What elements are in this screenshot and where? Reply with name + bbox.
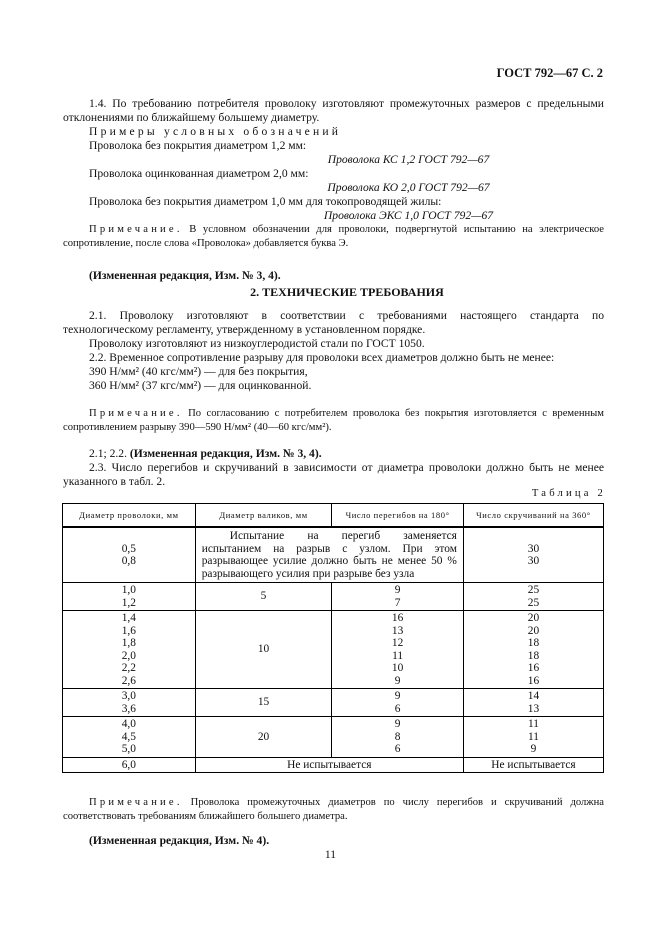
table-row: [63, 611, 604, 689]
amendment-2: [63, 447, 604, 461]
table-cell-bends: 9 6: [332, 689, 464, 717]
amendment-1: (Измененная редакция, Изм. № 3, 4).: [89, 269, 281, 282]
example-1-designation: Проволока КС 1,2 ГОСТ 792—67: [327, 153, 490, 166]
paragraph-2-1: 2.1. Проволоку изготовляют в соответствии с требованиями настоящего стандарта по технологическому регламенту, утвержденному в установленном порядке.: [63, 309, 604, 336]
footer-notes: [63, 796, 604, 848]
table-cell-twists: 30 30: [463, 527, 603, 583]
table-row: [63, 757, 604, 773]
table-cell-bends: 16 13 12 11 10 9: [332, 611, 464, 689]
paragraph-2-3: 2.3. Число перегибов и скручиваний в зависимости от диаметра проволоки должно быть не менее указанного в табл. 2.: [63, 461, 604, 488]
table-cell-bends: 9 8 6: [332, 717, 464, 758]
table-cell-twists: 14 13: [463, 689, 603, 717]
table-row: [63, 689, 604, 717]
table-header-cell: Диаметр проволоки, мм: [63, 504, 196, 528]
page-header: ГОСТ 792—67 С. 2: [496, 66, 603, 80]
section-2-title: 2. ТЕХНИЧЕСКИЕ ТРЕБОВАНИЯ: [250, 285, 444, 299]
table-cell-roller: 15: [195, 689, 332, 717]
table-cell-roller: 20: [195, 717, 332, 758]
examples-title: Примеры условных обозначений: [89, 125, 342, 138]
note-label: Примечание.: [89, 408, 183, 419]
example-2: Проволока оцинкованная диаметром 2,0 мм:: [89, 167, 309, 180]
table-cell-d: 1,4 1,6 1,8 2,0 2,2 2,6: [63, 611, 196, 689]
note-3: [63, 796, 604, 824]
strength-galvanized: 360 Н/мм² (37 кгс/мм²) — для оцинкованной.: [89, 379, 312, 392]
note-1: [63, 223, 604, 251]
note-text: Проволока промежуточных диаметров по числу перегибов и скручиваний должна соответствовать требованиям ближайшего большего диаметра.: [63, 797, 604, 822]
paragraph-2-1-steel: Проволоку изготовляют из низкоуглеродистой стали по ГОСТ 1050.: [89, 337, 425, 350]
paragraph-2-2: 2.2. Временное сопротивление разрыву для проволоки всех диаметров должно быть не менее:: [89, 351, 555, 364]
table-cell-twists: 11 11 9: [463, 717, 603, 758]
table-cell-twists: 20 20 18 18 16 16: [463, 611, 603, 689]
table-caption: Таблица 2: [531, 488, 606, 499]
table-header-cell: Диаметр валиков, мм: [195, 504, 332, 528]
table-cell-d: 0,5 0,8: [63, 527, 196, 583]
table-cell-roller: 10: [195, 611, 332, 689]
table-cell-bends: 9 7: [332, 583, 464, 611]
table-cell-d: 1,0 1,2: [63, 583, 196, 611]
table-2: [62, 503, 604, 773]
note-2: [63, 407, 604, 435]
example-3: Проволока без покрытия диаметром 1,0 мм для токопроводящей жилы:: [89, 195, 442, 208]
note-text: По согласованию с потребителем проволока без покрытия изготовляется с временным сопротивлением разрыву 390—590 Н/мм² (40—60 кгс/мм²).: [63, 408, 604, 433]
table-cell-roller: 5: [195, 583, 332, 611]
table-cell-note: Испытание на перегиб заменяется испытанием на разрыв с узлом. При этом разрывающее усилие должно быть не менее 50 % разрывающего усилия при разрыве без узла: [195, 527, 463, 583]
table-row: [63, 583, 604, 611]
table-cell-d: 6,0: [63, 757, 196, 773]
amendment-3: (Измененная редакция, Изм. № 4).: [89, 834, 270, 847]
table-cell-twists: Не испытывается: [463, 757, 603, 773]
note-text: В условном обозначении для проволоки, подвергнутой испытанию на электрическое сопротивление, после слова «Проволока» добавляется буква Э.: [63, 224, 604, 249]
paragraph-1-4: 1.4. По требованию потребителя проволоку изготовляют промежуточных размеров с предельными отклонениями по ближайшему большему диаметру.: [63, 97, 604, 124]
amendment-text: (Измененная редакция, Изм. № 3, 4).: [129, 447, 322, 460]
table-cell-d: 3,0 3,6: [63, 689, 196, 717]
table-cell-d: 4,0 4,5 5,0: [63, 717, 196, 758]
page-number: 11: [324, 848, 337, 861]
example-3-designation: Проволока ЭКС 1,0 ГОСТ 792—67: [323, 209, 494, 222]
table-cell-note: Не испытывается: [195, 757, 463, 773]
note-label: Примечание.: [89, 797, 183, 808]
strength-uncoated: 390 Н/мм² (40 кгс/мм²) — для без покрытия,: [89, 365, 308, 378]
section-1-4: [63, 97, 604, 283]
section-2: [63, 309, 604, 489]
amendment-prefix: 2.1; 2.2.: [89, 447, 130, 460]
table-cell-twists: 25 25: [463, 583, 603, 611]
example-2-designation: Проволока КО 2,0 ГОСТ 792—67: [327, 181, 490, 194]
table-row: [63, 527, 604, 583]
table-header-cell: Число перегибов на 180°: [332, 504, 464, 528]
example-1: Проволока без покрытия диаметром 1,2 мм:: [89, 139, 307, 152]
note-label: Примечание.: [89, 224, 183, 235]
table-row: [63, 717, 604, 758]
table-header-cell: Число скручиваний на 360°: [463, 504, 603, 528]
